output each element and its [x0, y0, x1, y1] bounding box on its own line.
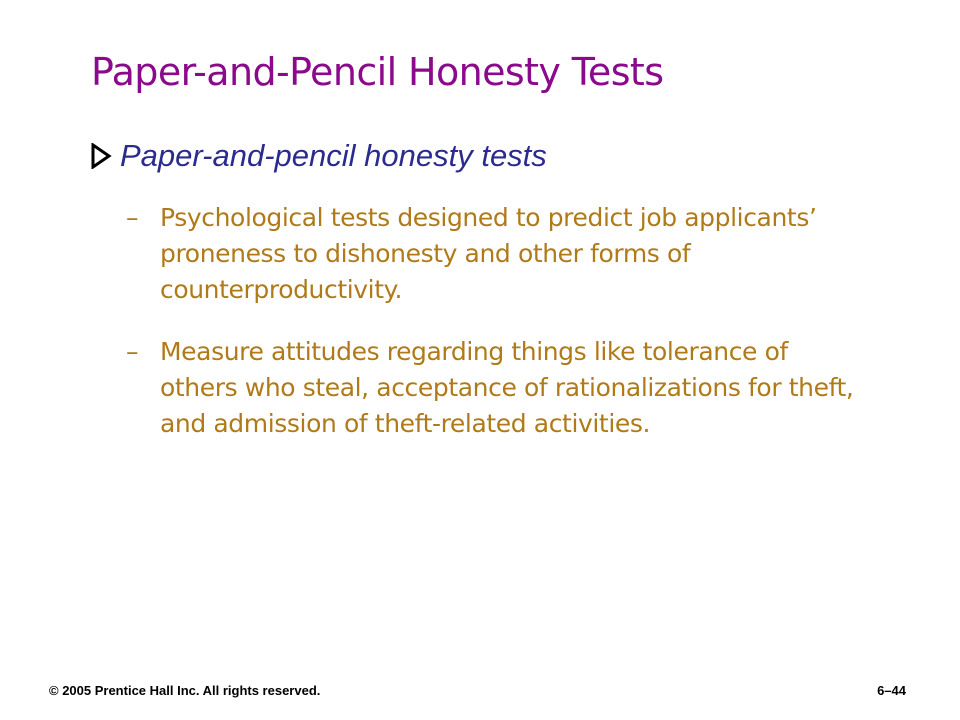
footer-page-number: 6–44: [877, 683, 906, 698]
slide-title: Paper-and-Pencil Honesty Tests: [91, 50, 664, 94]
dash-marker: –: [126, 203, 139, 232]
main-bullet: [90, 138, 547, 174]
sub-bullet-text: Measure attitudes regarding things like tolerance of others who steal, acceptance of rationalizations for theft, and admission of theft-related activities.: [160, 337, 854, 438]
footer-copyright: © 2005 Prentice Hall Inc. All rights reserved.: [49, 683, 321, 698]
sub-bullet: [126, 334, 860, 442]
dash-marker: –: [126, 337, 139, 366]
main-bullet-text: Paper-and-pencil honesty tests: [120, 138, 547, 173]
sub-bullet: [126, 200, 860, 308]
sub-bullet-text: Psychological tests designed to predict job applicants’ proneness to dishonesty and other forms of counterproductivity.: [160, 203, 817, 304]
arrow-bullet-icon: [90, 143, 112, 169]
